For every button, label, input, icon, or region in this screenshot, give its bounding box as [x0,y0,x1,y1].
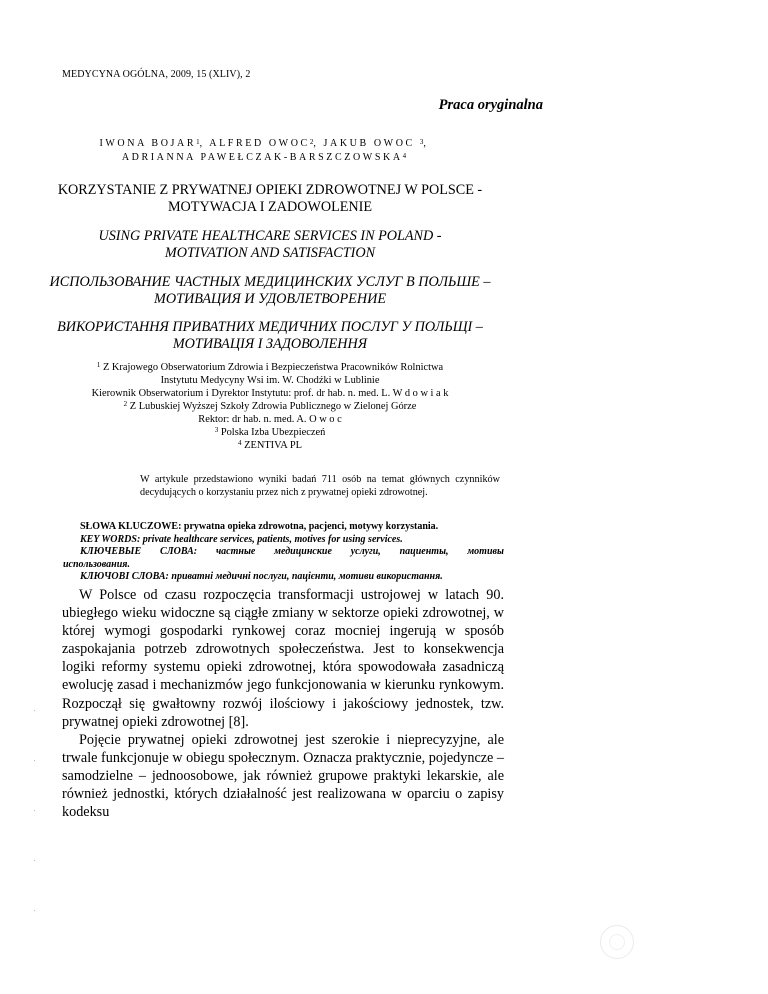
affiliation-line-2: Instytutu Medycyny Wsi im. W. Chodźki w Lublinie [160,375,380,386]
authors [0,137,768,165]
title-ukrainian-line-2: МОТИВАЦІЯ І ЗАДОВОЛЕННЯ [172,336,368,352]
title-english-line-2: MOTIVATION AND SATISFACTION [164,245,376,261]
affiliation-line-4 [0,400,768,413]
affiliation-sup-2: 2 [123,400,128,408]
title-ukrainian [0,319,768,353]
author-2: , ALFRED OWOC [199,138,310,149]
affiliation-line-5: Rektor: dr hab. n. med. A. O w o c [198,414,342,425]
affiliation-text-7: ZENTIVA PL [244,440,302,451]
author-4: ADRIANNA PAWEŁCZAK-BARSZCZOWSKA [121,152,403,163]
title-russian-line-1: ИСПОЛЬЗОВАНИЕ ЧАСТНЫХ МЕДИЦИНСКИХ УСЛУГ В ПОЛЬШЕ – [49,274,491,290]
author-2-sup: 2 [309,138,314,146]
affiliation-line-7 [0,439,768,452]
affiliation-text-6: Polska Izba Ubezpieczeń [220,427,326,438]
abstract: W artykule przedstawiono wyniki badań 711 osób na temat głównych czynników decydujących o korzystaniu przez nich z prywatnej opieki zdrowotnej. [140,474,500,498]
title-ukrainian-line-1: ВИКОРИСТАННЯ ПРИВАТНИХ МЕДИЧНИХ ПОСЛУГ У ПОЛЬЩІ – [57,319,483,335]
title-english [0,228,768,262]
authors-line-1 [0,137,768,151]
keywords-russian-word: услуги, [350,546,381,558]
author-1: IWONA BOJAR [99,138,197,149]
body-text [62,586,504,821]
keywords-russian-line-2: использования. [63,558,130,570]
title-english-line-1: USING PRIVATE HEALTHCARE SERVICES IN POLAND - [98,228,442,244]
affiliation-line-1 [0,361,768,374]
affiliation-text-1: Z Krajowego Obserwatorium Zdrowia i Bezpieczeństwa Pracowników Rolnictwa [102,362,444,373]
title-polish-line-1: KORZYSTANIE Z PRYWATNEJ OPIEKI ZDROWOTNEJ W POLSCE - [57,182,483,198]
keywords-russian-line-1 [80,546,504,559]
scan-marks [34,710,36,940]
keywords-polish: SŁOWA KLUCZOWE: prywatna opieka zdrowotna, pacjenci, motywy korzystania. [80,521,439,532]
keywords-russian-word: СЛОВА: [159,546,198,558]
affiliation-sup-3: 3 [214,426,219,434]
title-polish-line-2: MOTYWACJA I ZADOWOLENIE [167,199,373,215]
title-russian [0,274,768,308]
keywords-ukrainian: КЛЮЧОВІ СЛОВА: приватні медичні послуги, пацієнти, мотиви використання. [80,571,443,583]
authors-line-2 [0,151,768,165]
keywords-russian-word: мотивы [467,546,504,558]
keywords-russian-word: пациенты, [399,546,449,558]
body-paragraph-2: Pojęcie prywatnej opieki zdrowotnej jest szerokie i nieprecyzyjne, ale trwale funkcjonuje w obiegu społecznym. Oznacza praktycznie, pojedyncze – samodzielne – jednoosobowe, jak również grupowe praktyki lekarskie, ale również jednostki, których działalność jest realizowana w oparciu o zapisy kodeksu [62,731,504,821]
affiliation-sup-4: 4 [238,439,242,447]
title-russian-line-2: МОТИВАЦИЯ И УДОВЛЕТВОРЕНИЕ [154,291,386,307]
affiliations [0,361,768,452]
keywords-russian-word: медицинские [274,546,332,558]
title-polish [0,182,768,216]
affiliation-sup-1: 1 [96,361,101,369]
keywords [63,521,504,584]
affiliation-text-4: Z Lubuskiej Wyższej Szkoły Zdrowia Publicznego w Zielonej Górze [129,401,417,412]
author-3: , JAKUB OWOC [313,138,420,149]
keywords-english: KEY WORDS: private healthcare services, patients, motives for using services. [80,533,403,545]
affiliation-line-3: Kierownik Obserwatorium i Dyrektor Instytutu: prof. dr hab. n. med. L. W d o w i a k [91,388,449,399]
author-1-sup: 1 [196,138,200,146]
watermark-icon [600,925,634,959]
author-4-sup: 4 [402,152,407,160]
journal-header: MEDYCYNA OGÓLNA, 2009, 15 (XLIV), 2 [62,69,251,80]
author-3-sup: 3 [419,138,424,146]
body-paragraph-1: W Polsce od czasu rozpoczęcia transformacji ustrojowej w latach 90. ubiegłego wieku widoczne są ciągłe zmiany w sektorze opieki zdrowotnej, w której wymogi gospodarki rynkowej coraz mocniej ingerują w sposób zaspokajania potrzeb zdrowotnych społeczeństwa. Jest to konsekwencja logiki reformy systemu opieki zdrowotnej, która spowodowała zasadniczą ewolucję zasad i mechanizmów jego funkcjonowania w kierunku rynkowym. Rozpoczął się gwałtowny rozwój ilościowy i jakościowy jednostek, tzw. prywatnej opieki zdrowotnej [8]. [62,587,504,730]
keywords-russian-word: частные [215,546,256,558]
author-3-comma: , [423,138,429,149]
keywords-russian-word: КЛЮЧЕВЫЕ [80,546,142,558]
article-type: Praca oryginalna [438,97,543,113]
affiliation-line-6 [0,426,768,439]
